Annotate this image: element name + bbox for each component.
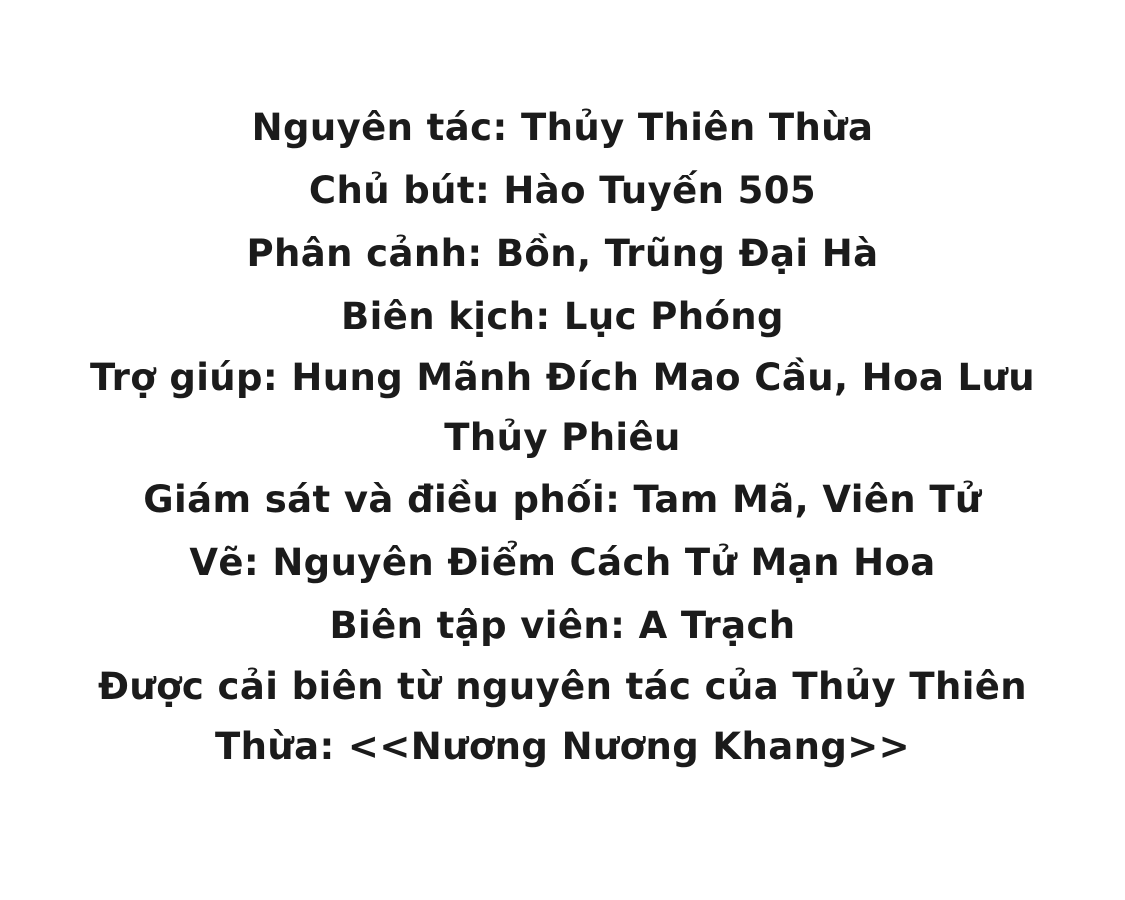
credit-line-screenwriter: Biên kịch: Lục Phóng <box>341 295 784 338</box>
credits-text-block <box>83 96 1049 777</box>
credit-line-storyboard: Phân cảnh: Bồn, Trũng Đại Hà <box>246 232 879 275</box>
credit-line-assistants: Trợ giúp: Hung Mãnh Đích Mao Cầu, Hoa Lưu Thủy Phiêu <box>90 356 1049 459</box>
credit-line-artist: Vẽ: Nguyên Điểm Cách Tử Mạn Hoa <box>189 541 936 584</box>
credit-line-chief-editor: Chủ bút: Hào Tuyến 505 <box>308 169 817 212</box>
credit-line-adaptation-source: Được cải biên từ nguyên tác của Thủy Thiên Thừa: <<Nương Nương Khang>> <box>97 665 1041 768</box>
credit-line-supervision: Giám sát và điều phối: Tam Mã, Viên Tử <box>143 478 982 521</box>
credit-line-editor: Biên tập viên: A Trạch <box>329 604 796 647</box>
credit-line-original-author: Nguyên tác: Thủy Thiên Thừa <box>251 106 874 149</box>
